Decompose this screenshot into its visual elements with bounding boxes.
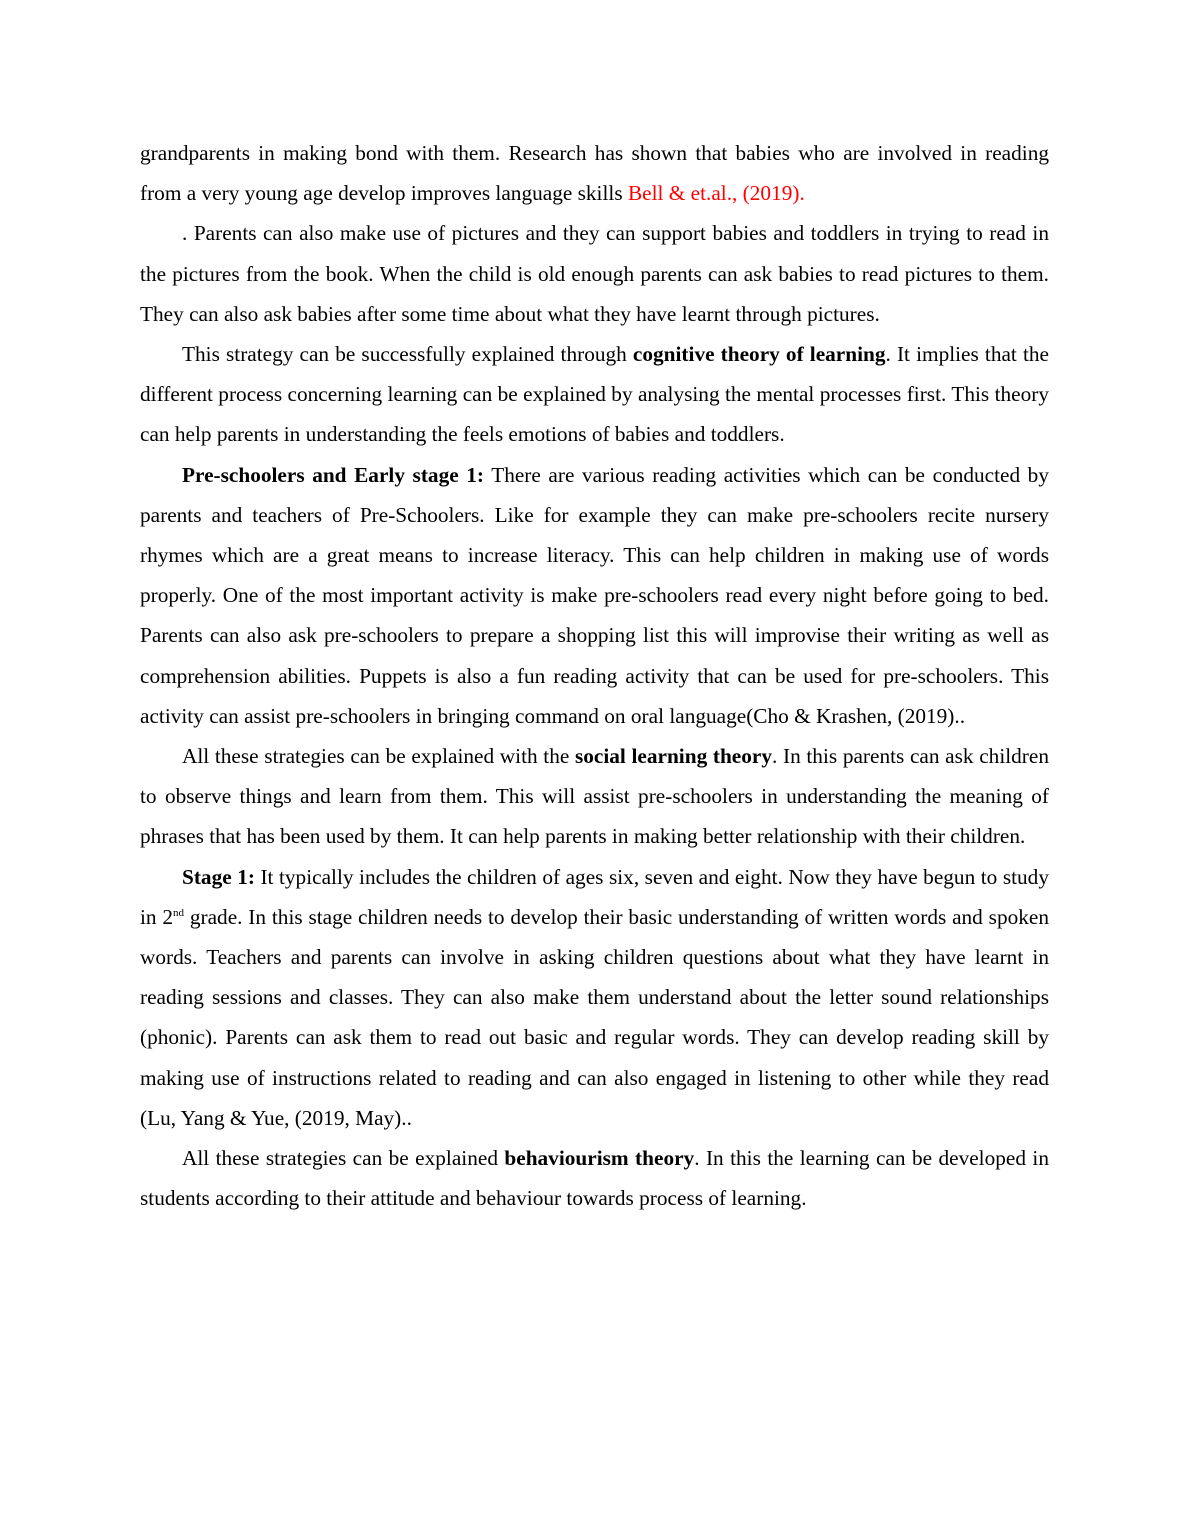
paragraph-6-text-b: grade. In this stage children needs to develop their basic understanding of written words and spoken words. Teachers and parents can involve in asking children questions about what they have learnt in reading sessions and classes. They can also make them understand about the letter sound relationships (phonic). Parents can ask them to read out basic and regular words. They can develop reading skill by making use of instructions related to reading and can also engaged in listening to other while they read (Lu, Yang & Yue, (2019, May)..	[140, 904, 1049, 1130]
heading-stage-1: Stage 1:	[182, 864, 255, 889]
paragraph-7-lead: All these strategies can be explained	[182, 1146, 505, 1171]
paragraph-2-text: . Parents can also make use of pictures and they can support babies and toddlers in trying to read in the pictures from the book. When the child is old enough parents can ask babies to read pictures to them. They can also ask babies after some time about what they have learnt through pictures.	[140, 221, 1049, 326]
heading-preschoolers-early-stage: Pre-schoolers and Early stage 1:	[182, 462, 484, 487]
paragraph-6-text-a: It typically includes the children of ages six, seven and eight. Now they have begun to study in 2	[140, 864, 1049, 929]
ordinal-superscript: nd	[173, 906, 185, 919]
paragraph-5-lead: All these strategies can be explained with the	[182, 744, 575, 769]
term-cognitive-theory: cognitive theory of learning	[632, 342, 886, 367]
paragraph-1	[140, 133, 1049, 213]
paragraph-1-text: grandparents in making bond with them. Research has shown that babies who are involved in reading from a very young age develop improves language skills	[140, 141, 1049, 206]
paragraph-7	[140, 1138, 1049, 1218]
paragraph-5	[140, 736, 1049, 857]
paragraph-6	[140, 857, 1049, 1138]
term-social-learning-theory: social learning theory	[574, 744, 773, 769]
document-body	[140, 133, 1049, 1218]
term-behaviourism-theory: behaviourism theory	[504, 1146, 695, 1171]
paragraph-5-rest: . In this parents can ask children to observe things and learn from them. This will assist pre-schoolers in understanding the meaning of phrases that has been used by them. It can help parents in making better relationship with their children.	[140, 744, 1050, 849]
paragraph-2	[140, 213, 1049, 334]
paragraph-4-text: There are various reading activities which can be conducted by parents and teachers of Pre-Schoolers. Like for example they can make pre-schoolers recite nursery rhymes which are a great means to increase literacy. This can help children in making use of words properly. One of the most important activity is make pre-schoolers read every night before going to bed. Parents can also ask pre-schoolers to prepare a shopping list this will improvise their writing as well as comprehension abilities. Puppets is also a fun reading activity that can be used for pre-schoolers. This activity can assist pre-schoolers in bringing command on oral language(Cho & Krashen, (2019)..	[140, 462, 1049, 728]
paragraph-7-rest: . In this the learning can be developed in students according to their attitude and behaviour towards process of learning.	[140, 1146, 1049, 1211]
paragraph-3	[140, 334, 1049, 455]
citation-bell-2019: Bell & et.al., (2019).	[627, 181, 805, 206]
paragraph-3-rest: . It implies that the different process concerning learning can be explained by analysing the mental processes first. This theory can help parents in understanding the feels emotions of babies and toddlers.	[140, 342, 1049, 447]
paragraph-4	[140, 455, 1049, 736]
paragraph-3-lead: This strategy can be successfully explained through	[182, 342, 633, 367]
